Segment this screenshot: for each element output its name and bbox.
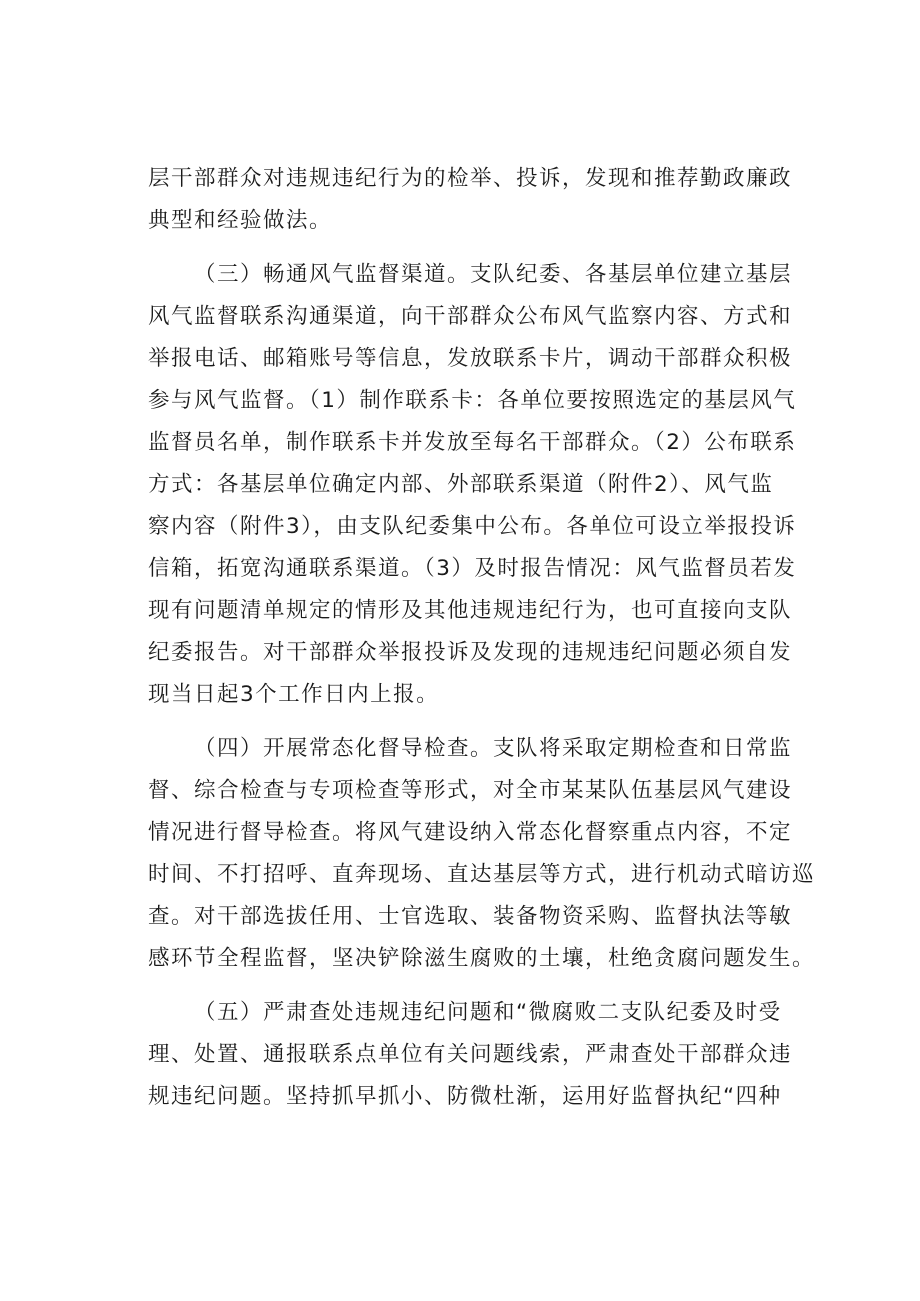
- body-line: 纪委报告。对干部群众举报投诉及发现的违规违纪问题必须自发: [148, 640, 793, 665]
- body-line: 方式：各基层单位确定内部、外部联系渠道（附件2）、风气监: [148, 472, 774, 497]
- paragraph-gap: [148, 242, 808, 254]
- body-line: 风气监督联系沟通渠道，向干部群众公布风气监察内容、方式和: [148, 304, 793, 329]
- paragraph-gap: [148, 980, 808, 992]
- body-line: 现有问题清单规定的情形及其他违规违纪行为，也可直接向支队: [148, 598, 793, 623]
- body-line: 监督员名单，制作联系卡并发放至每名干部群众。（2）公布联系: [148, 430, 797, 455]
- body-line: 规违纪问题。坚持抓早抓小、防微杜渐，运用好监督执纪“四种: [148, 1084, 782, 1109]
- body-line: 督、综合检查与专项检查等形式，对全市某某队伍基层风气建设: [148, 778, 793, 803]
- body-line: （四）开展常态化督导检查。支队将采取定期检查和日常监: [194, 736, 793, 761]
- body-line: 层干部群众对违规违纪行为的检举、投诉，发现和推荐勤政廉政: [148, 166, 793, 191]
- body-line: 举报电话、邮箱账号等信息，发放联系卡片，调动干部群众积极: [148, 346, 793, 371]
- body-line: 典型和经验做法。: [148, 208, 333, 233]
- body-line: 时间、不打招呼、直奔现场、直达基层等方式，进行机动式暗访巡: [148, 862, 816, 887]
- body-line: 感环节全程监督，坚决铲除滋生腐败的土壤，杜绝贪腐问题发生。: [148, 946, 816, 971]
- body-line: 参与风气监督。（1）制作联系卡：各单位要按照选定的基层风气: [148, 388, 797, 413]
- paragraph-gap: [148, 716, 808, 728]
- body-line: 察内容（附件3），由支队纪委集中公布。各单位可设立举报投诉: [148, 514, 797, 539]
- document-body: [148, 158, 816, 1118]
- body-line: （三）畅通风气监督渠道。支队纪委、各基层单位建立基层: [194, 262, 793, 287]
- body-line: （五）严肃查处违规违纪问题和“微腐败二支队纪委及时受: [194, 1000, 782, 1025]
- body-line: 现当日起3个工作日内上报。: [148, 682, 440, 707]
- body-line: 查。对干部选拔任用、士官选取、装备物资采购、监督执法等敏: [148, 904, 793, 929]
- body-line: 理、处置、通报联系点单位有关问题线索，严肃查处干部群众违: [148, 1042, 793, 1067]
- body-line: 信箱，拓宽沟通联系渠道。（3）及时报告情况：风气监督员若发: [148, 556, 797, 581]
- body-line: 情况进行督导检查。将风气建设纳入常态化督察重点内容，不定: [148, 820, 793, 845]
